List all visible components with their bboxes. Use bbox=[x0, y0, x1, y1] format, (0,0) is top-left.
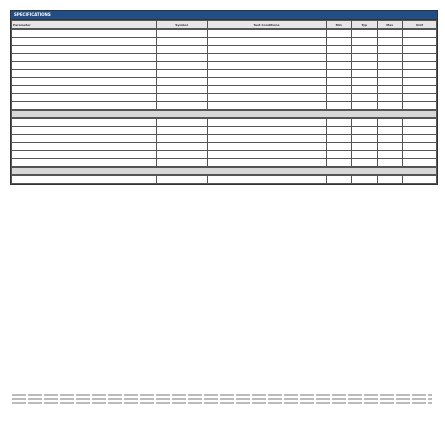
spec-body-table-2 bbox=[11, 118, 437, 167]
cell-conditions bbox=[207, 70, 326, 78]
cell-max bbox=[377, 102, 403, 110]
table-row bbox=[12, 94, 437, 102]
cell-unit bbox=[403, 176, 437, 184]
cell-max bbox=[377, 159, 403, 167]
cell-param bbox=[12, 54, 157, 62]
cell-min bbox=[326, 46, 352, 54]
cell-max bbox=[377, 38, 403, 46]
section-row bbox=[12, 168, 437, 175]
cell-typ bbox=[352, 119, 378, 127]
table-row bbox=[12, 176, 437, 184]
cell-min bbox=[326, 78, 352, 86]
cell-max bbox=[377, 135, 403, 143]
cell-unit bbox=[403, 62, 437, 70]
section-label bbox=[12, 111, 437, 118]
cell-typ bbox=[352, 94, 378, 102]
cell-conditions bbox=[207, 78, 326, 86]
cell-symbol bbox=[156, 94, 207, 102]
cell-conditions bbox=[207, 30, 326, 38]
col-header: Typ bbox=[352, 21, 378, 29]
cell-max bbox=[377, 151, 403, 159]
spec-section-table bbox=[11, 110, 437, 118]
fine-print bbox=[12, 392, 432, 406]
cell-symbol bbox=[156, 46, 207, 54]
cell-symbol bbox=[156, 135, 207, 143]
cell-symbol bbox=[156, 30, 207, 38]
col-header: Symbol bbox=[156, 21, 207, 29]
cell-param bbox=[12, 38, 157, 46]
cell-symbol bbox=[156, 151, 207, 159]
table-row bbox=[12, 70, 437, 78]
cell-unit bbox=[403, 143, 437, 151]
cell-conditions bbox=[207, 143, 326, 151]
cell-typ bbox=[352, 151, 378, 159]
table-row bbox=[12, 159, 437, 167]
cell-unit bbox=[403, 119, 437, 127]
cell-typ bbox=[352, 54, 378, 62]
cell-min bbox=[326, 151, 352, 159]
fine-print-line bbox=[12, 394, 432, 396]
cell-conditions bbox=[207, 38, 326, 46]
cell-typ bbox=[352, 70, 378, 78]
cell-min bbox=[326, 70, 352, 78]
cell-conditions bbox=[207, 127, 326, 135]
cell-min bbox=[326, 135, 352, 143]
cell-min bbox=[326, 143, 352, 151]
cell-max bbox=[377, 176, 403, 184]
table-row bbox=[12, 78, 437, 86]
cell-param bbox=[12, 176, 157, 184]
cell-unit bbox=[403, 78, 437, 86]
cell-min bbox=[326, 176, 352, 184]
cell-param bbox=[12, 159, 157, 167]
table-row bbox=[12, 151, 437, 159]
col-header: Parameter bbox=[12, 21, 157, 29]
cell-param bbox=[12, 127, 157, 135]
cell-symbol bbox=[156, 143, 207, 151]
table-row bbox=[12, 86, 437, 94]
cell-typ bbox=[352, 127, 378, 135]
cell-conditions bbox=[207, 86, 326, 94]
cell-unit bbox=[403, 46, 437, 54]
cell-unit bbox=[403, 30, 437, 38]
cell-symbol bbox=[156, 70, 207, 78]
table-row bbox=[12, 127, 437, 135]
section-label bbox=[12, 168, 437, 175]
cell-max bbox=[377, 86, 403, 94]
cell-conditions bbox=[207, 151, 326, 159]
cell-min bbox=[326, 102, 352, 110]
spec-last-table bbox=[11, 175, 437, 184]
cell-symbol bbox=[156, 127, 207, 135]
table-row bbox=[12, 46, 437, 54]
cell-unit bbox=[403, 54, 437, 62]
cell-symbol bbox=[156, 102, 207, 110]
cell-max bbox=[377, 78, 403, 86]
cell-unit bbox=[403, 135, 437, 143]
fine-print-line bbox=[12, 398, 432, 400]
cell-param bbox=[12, 94, 157, 102]
cell-param bbox=[12, 143, 157, 151]
cell-max bbox=[377, 30, 403, 38]
table-row bbox=[12, 119, 437, 127]
cell-unit bbox=[403, 159, 437, 167]
cell-conditions bbox=[207, 102, 326, 110]
cell-typ bbox=[352, 159, 378, 167]
cell-max bbox=[377, 70, 403, 78]
cell-symbol bbox=[156, 54, 207, 62]
cell-conditions bbox=[207, 119, 326, 127]
cell-symbol bbox=[156, 86, 207, 94]
cell-typ bbox=[352, 102, 378, 110]
spec-table bbox=[11, 20, 437, 29]
table-row bbox=[12, 62, 437, 70]
cell-max bbox=[377, 127, 403, 135]
cell-typ bbox=[352, 62, 378, 70]
cell-unit bbox=[403, 94, 437, 102]
table-row bbox=[12, 30, 437, 38]
col-header: Min bbox=[326, 21, 352, 29]
cell-unit bbox=[403, 38, 437, 46]
cell-max bbox=[377, 46, 403, 54]
cell-max bbox=[377, 62, 403, 70]
cell-param bbox=[12, 46, 157, 54]
cell-min bbox=[326, 127, 352, 135]
spec-sheet bbox=[10, 10, 438, 185]
cell-unit bbox=[403, 86, 437, 94]
cell-conditions bbox=[207, 176, 326, 184]
table-header-row bbox=[12, 21, 437, 29]
col-header: Test Conditions bbox=[207, 21, 326, 29]
cell-conditions bbox=[207, 46, 326, 54]
cell-typ bbox=[352, 78, 378, 86]
cell-min bbox=[326, 30, 352, 38]
cell-typ bbox=[352, 46, 378, 54]
cell-max bbox=[377, 143, 403, 151]
cell-typ bbox=[352, 30, 378, 38]
col-header: Unit bbox=[403, 21, 437, 29]
cell-symbol bbox=[156, 78, 207, 86]
cell-min bbox=[326, 159, 352, 167]
spec-title: SPECIFICATIONS bbox=[11, 11, 437, 20]
spec-section-table-2 bbox=[11, 167, 437, 175]
cell-param bbox=[12, 151, 157, 159]
cell-symbol bbox=[156, 159, 207, 167]
cell-unit bbox=[403, 102, 437, 110]
fine-print-line bbox=[12, 402, 432, 404]
cell-conditions bbox=[207, 62, 326, 70]
cell-param bbox=[12, 30, 157, 38]
cell-param bbox=[12, 119, 157, 127]
cell-min bbox=[326, 86, 352, 94]
cell-typ bbox=[352, 86, 378, 94]
cell-min bbox=[326, 54, 352, 62]
table-row bbox=[12, 143, 437, 151]
cell-param bbox=[12, 78, 157, 86]
col-header: Max bbox=[377, 21, 403, 29]
cell-min bbox=[326, 62, 352, 70]
cell-max bbox=[377, 119, 403, 127]
cell-param bbox=[12, 70, 157, 78]
cell-conditions bbox=[207, 94, 326, 102]
cell-symbol bbox=[156, 62, 207, 70]
cell-symbol bbox=[156, 176, 207, 184]
cell-conditions bbox=[207, 159, 326, 167]
cell-param bbox=[12, 135, 157, 143]
cell-conditions bbox=[207, 54, 326, 62]
cell-min bbox=[326, 38, 352, 46]
cell-typ bbox=[352, 143, 378, 151]
cell-typ bbox=[352, 135, 378, 143]
cell-unit bbox=[403, 127, 437, 135]
cell-symbol bbox=[156, 119, 207, 127]
cell-conditions bbox=[207, 135, 326, 143]
cell-typ bbox=[352, 38, 378, 46]
spec-body-table bbox=[11, 29, 437, 110]
cell-param bbox=[12, 62, 157, 70]
cell-symbol bbox=[156, 38, 207, 46]
cell-min bbox=[326, 94, 352, 102]
table-row bbox=[12, 135, 437, 143]
cell-unit bbox=[403, 151, 437, 159]
cell-min bbox=[326, 119, 352, 127]
cell-typ bbox=[352, 176, 378, 184]
cell-param bbox=[12, 102, 157, 110]
table-row bbox=[12, 38, 437, 46]
table-row bbox=[12, 54, 437, 62]
cell-param bbox=[12, 86, 157, 94]
cell-max bbox=[377, 94, 403, 102]
cell-unit bbox=[403, 70, 437, 78]
cell-max bbox=[377, 54, 403, 62]
section-row bbox=[12, 111, 437, 118]
table-row bbox=[12, 102, 437, 110]
